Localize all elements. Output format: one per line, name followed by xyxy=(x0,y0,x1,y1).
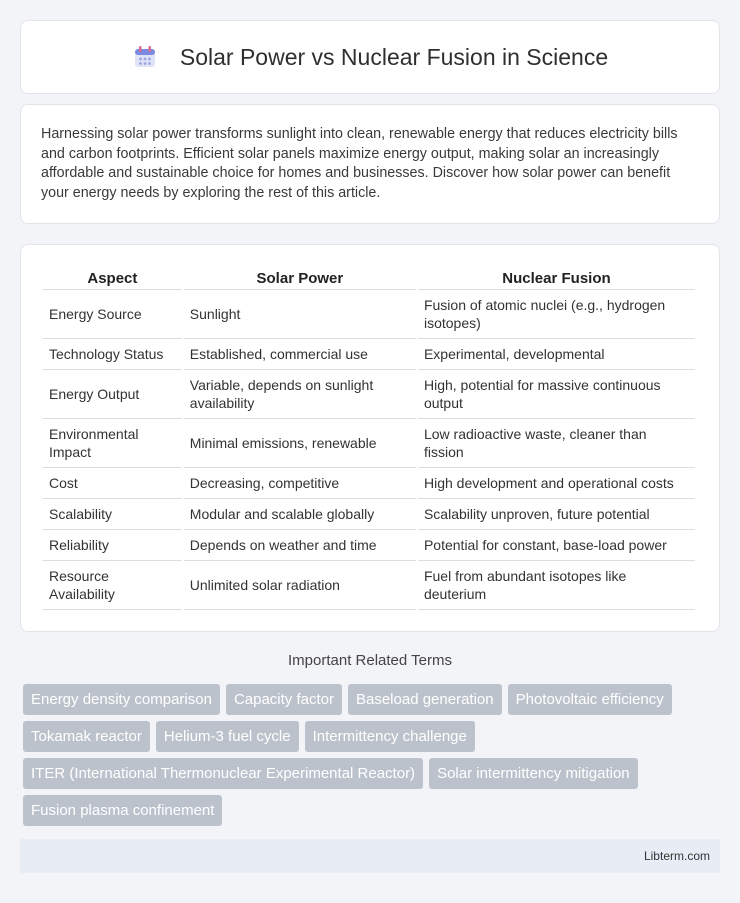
table-row xyxy=(43,419,695,468)
cell-fusion: Low radioactive waste, cleaner than fission xyxy=(418,419,695,468)
tag-intermittency-challenge[interactable]: Intermittency challenge xyxy=(305,721,475,752)
table-row xyxy=(43,499,695,530)
cell-solar: Decreasing, competitive xyxy=(184,468,416,499)
cell-solar: Minimal emissions, renewable xyxy=(184,419,416,468)
cell-fusion: Potential for constant, base-load power xyxy=(418,530,695,561)
cell-solar: Unlimited solar radiation xyxy=(184,561,416,610)
table-row xyxy=(43,530,695,561)
footer-brand-link[interactable]: Libterm.com xyxy=(643,849,710,863)
tag-tokamak-reactor[interactable]: Tokamak reactor xyxy=(23,721,150,752)
cell-fusion: Fuel from abundant isotopes like deuterium xyxy=(418,561,695,610)
cell-aspect: Environmental Impact xyxy=(43,419,182,468)
cell-fusion: Fusion of atomic nuclei (e.g., hydrogen isotopes) xyxy=(418,290,695,339)
tag-solar-intermittency-mitigation[interactable]: Solar intermittency mitigation xyxy=(429,758,638,789)
header-solar-power: Solar Power xyxy=(184,265,416,290)
table-row xyxy=(43,290,695,339)
related-terms-heading: Important Related Terms xyxy=(288,652,452,669)
intro-paragraph: Harnessing solar power transforms sunlight into clean, renewable energy that reduces electricity bills and carbon footprints. Efficient solar panels maximize energy output, making solar an increasingly affordable and sustainable choice for homes and businesses. Discover how solar power can benefit your energy needs by exploring the rest of this article. xyxy=(41,126,678,201)
comparison-table xyxy=(41,265,697,610)
cell-fusion: High, potential for massive continuous output xyxy=(418,370,695,419)
tag-helium-3-fuel-cycle[interactable]: Helium-3 fuel cycle xyxy=(156,721,299,752)
cell-solar: Modular and scalable globally xyxy=(184,499,416,530)
related-terms-list xyxy=(23,684,723,832)
cell-fusion: Scalability unproven, future potential xyxy=(418,499,695,530)
table-row xyxy=(43,468,695,499)
tag-fusion-plasma-confinement[interactable]: Fusion plasma confinement xyxy=(23,795,222,826)
table-row xyxy=(43,370,695,419)
page-title: Solar Power vs Nuclear Fusion in Science xyxy=(179,43,609,70)
cell-solar: Sunlight xyxy=(184,290,416,339)
cell-aspect: Cost xyxy=(43,468,182,499)
cell-fusion: Experimental, developmental xyxy=(418,339,695,370)
tag-iter[interactable]: ITER (International Thermonuclear Experimental Reactor) xyxy=(23,758,423,789)
header-aspect: Aspect xyxy=(43,265,182,290)
cell-aspect: Energy Output xyxy=(43,370,182,419)
table-row xyxy=(43,561,695,610)
cell-aspect: Technology Status xyxy=(43,339,182,370)
cell-aspect: Reliability xyxy=(43,530,182,561)
tag-photovoltaic-efficiency[interactable]: Photovoltaic efficiency xyxy=(508,684,672,715)
calendar-icon xyxy=(132,44,158,70)
comparison-card xyxy=(20,244,720,632)
cell-aspect: Energy Source xyxy=(43,290,182,339)
tag-energy-density-comparison[interactable]: Energy density comparison xyxy=(23,684,220,715)
intro-card xyxy=(20,104,720,224)
cell-solar: Variable, depends on sunlight availability xyxy=(184,370,416,419)
footer xyxy=(20,839,720,873)
cell-solar: Depends on weather and time xyxy=(184,530,416,561)
cell-aspect: Resource Availability xyxy=(43,561,182,610)
cell-aspect: Scalability xyxy=(43,499,182,530)
tag-baseload-generation[interactable]: Baseload generation xyxy=(348,684,502,715)
title-card xyxy=(20,20,720,94)
cell-fusion: High development and operational costs xyxy=(418,468,695,499)
table-row xyxy=(43,339,695,370)
table-header-row xyxy=(43,265,695,290)
header-nuclear-fusion: Nuclear Fusion xyxy=(418,265,695,290)
cell-solar: Established, commercial use xyxy=(184,339,416,370)
tag-capacity-factor[interactable]: Capacity factor xyxy=(226,684,342,715)
